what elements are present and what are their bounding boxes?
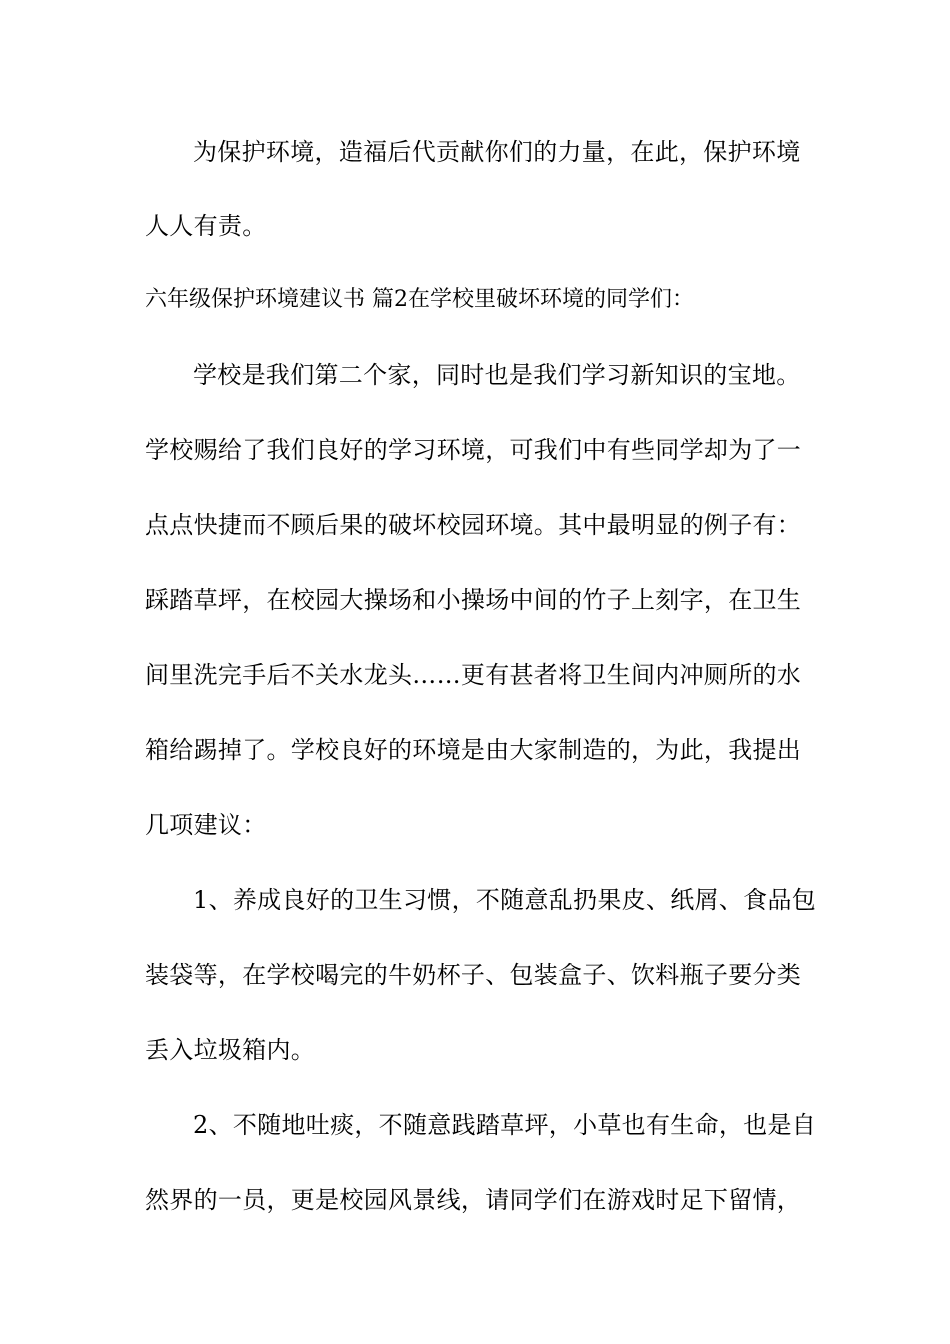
list-item-line: 装袋等，在学校喝完的牛奶杯子、包装盒子、饮料瓶子要分类	[145, 961, 802, 989]
paragraph-line: 间里洗完手后不关水龙头……更有甚者将卫生间内冲厕所的水	[145, 661, 802, 689]
list-item-line: 2、不随地吐痰，不随意践踏草坪，小草也有生命，也是自	[193, 1111, 817, 1139]
list-item-line: 丢入垃圾箱内。	[145, 1036, 316, 1064]
paragraph-line: 学校是我们第二个家，同时也是我们学习新知识的宝地。	[193, 361, 801, 389]
paragraph-line: 几项建议：	[145, 811, 267, 839]
paragraph-line: 点点快捷而不顾后果的破坏校园环境。其中最明显的例子有：	[145, 511, 802, 539]
section-heading: 六年级保护环境建议书 篇2在学校里破坏环境的同学们：	[145, 287, 694, 312]
list-item-line: 1、养成良好的卫生习惯，不随意乱扔果皮、纸屑、食品包	[193, 886, 817, 914]
paragraph-line: 为保护环境，造福后代贡献你们的力量，在此，保护环境	[193, 138, 801, 166]
list-item-line: 然界的一员，更是校园风景线，请同学们在游戏时足下留情，	[145, 1186, 802, 1214]
paragraph-line: 人人有责。	[145, 212, 267, 240]
paragraph-line: 踩踏草坪，在校园大操场和小操场中间的竹子上刻字，在卫生	[145, 586, 802, 614]
paragraph-line: 学校赐给了我们良好的学习环境，可我们中有些同学却为了一	[145, 436, 802, 464]
paragraph-line: 箱给踢掉了。学校良好的环境是由大家制造的，为此，我提出	[145, 736, 802, 764]
